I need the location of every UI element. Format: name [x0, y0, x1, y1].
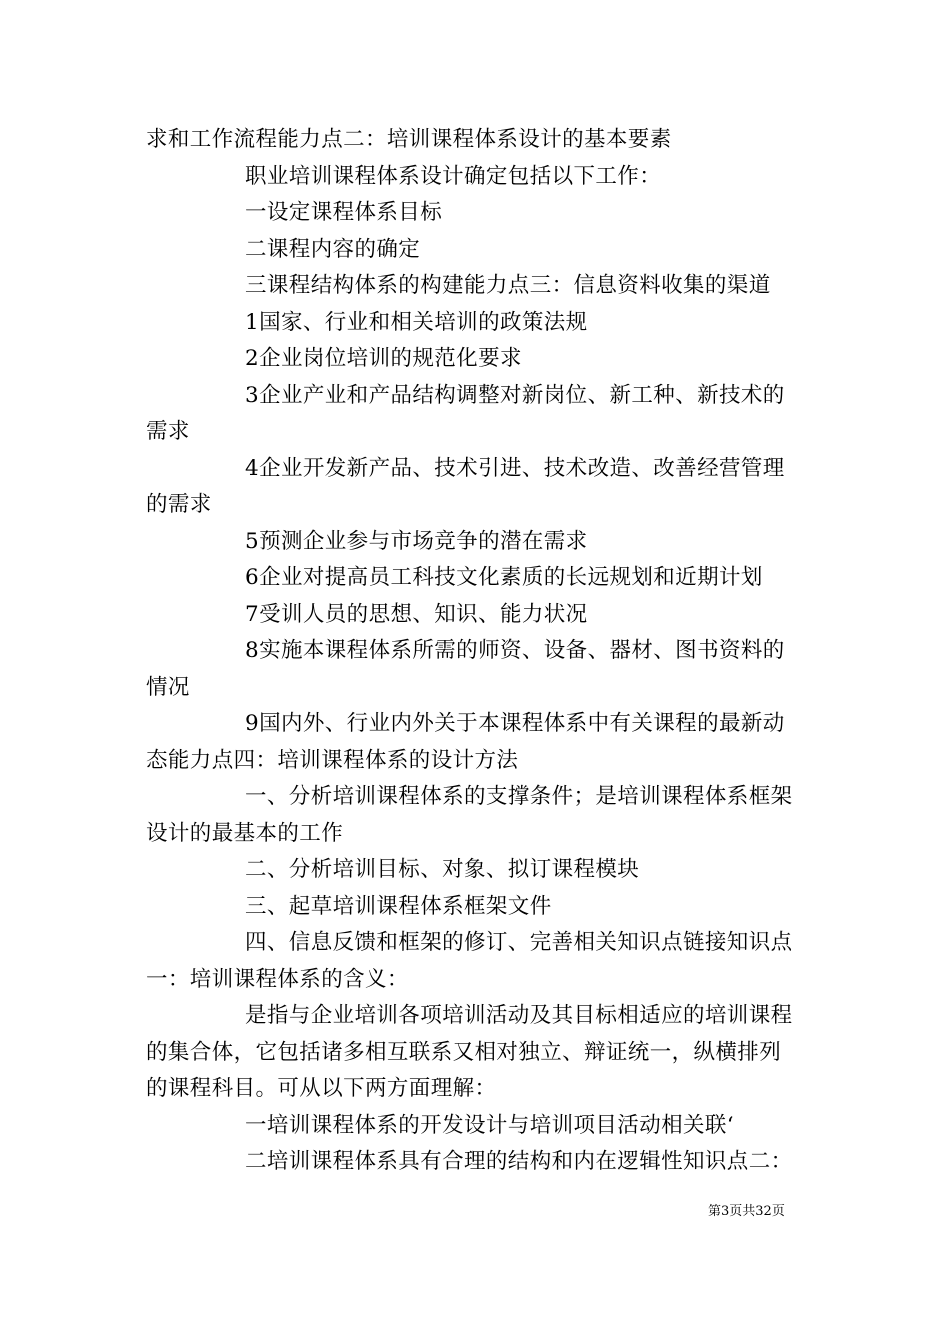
text-line: 3企业产业和产品结构调整对新岗位、新工种、新技术的: [245, 382, 785, 408]
text-line: 4企业开发新产品、技术引进、技术改造、改善经营管理: [245, 455, 785, 481]
text-line: 职业培训课程体系设计确定包括以下工作：: [245, 163, 662, 189]
text-line: 的需求: [146, 492, 212, 517]
text-line: 一培训课程体系的开发设计与培训项目活动相关联‘: [245, 1112, 735, 1138]
document-body: [146, 122, 810, 1181]
text-line: 二培训课程体系具有合理的结构和内在逻辑性知识点二：: [245, 1149, 793, 1174]
text-line: 四、信息反馈和框架的修订、完善相关知识点链接知识点: [245, 930, 793, 955]
text-line: 6企业对提高员工科技文化素质的长远规划和近期计划: [245, 565, 763, 590]
text-line: 一、分析培训课程体系的支撑条件；是培训课程体系框架: [245, 784, 793, 809]
text-line: 的课程科目。可从以下两方面理解：: [146, 1076, 497, 1101]
text-line: 2企业岗位培训的规范化要求: [245, 346, 522, 371]
text-line: 一设定课程体系目标: [245, 200, 443, 225]
text-line: 一：培训课程体系的含义：: [146, 966, 409, 992]
text-line: 需求: [146, 419, 190, 444]
text-line: 的集合体，它包括诸多相互联系又相对独立、辩证统一，纵横排列: [146, 1039, 782, 1065]
text-line: 1国家、行业和相关培训的政策法规: [245, 309, 588, 335]
text-line: 9国内外、行业内外关于本课程体系中有关课程的最新动: [245, 711, 785, 736]
page-number-footer: 第3页共32页: [708, 1204, 785, 1219]
text-line: 态能力点四：培训课程体系的设计方法: [146, 747, 519, 773]
text-line: 三课程结构体系的构建能力点三：信息资料收集的渠道: [245, 273, 771, 298]
text-line: 5预测企业参与市场竞争的潜在需求: [245, 528, 588, 554]
text-line: 7受训人员的思想、知识、能力状况: [245, 601, 588, 627]
text-line: 情况: [146, 674, 190, 700]
text-line: 8实施本课程体系所需的师资、设备、器材、图书资料的: [245, 638, 785, 663]
text-line: 三、起草培训课程体系框架文件: [245, 893, 552, 919]
text-line: 求和工作流程能力点二：培训课程体系设计的基本要素: [146, 127, 672, 152]
text-line: 设计的最基本的工作: [146, 820, 344, 846]
text-line: 二、分析培训目标、对象、拟订课程模块: [245, 857, 640, 882]
text-line: 是指与企业培训各项培训活动及其目标相适应的培训课程: [245, 1003, 793, 1028]
text-line: 二课程内容的确定: [245, 236, 421, 262]
